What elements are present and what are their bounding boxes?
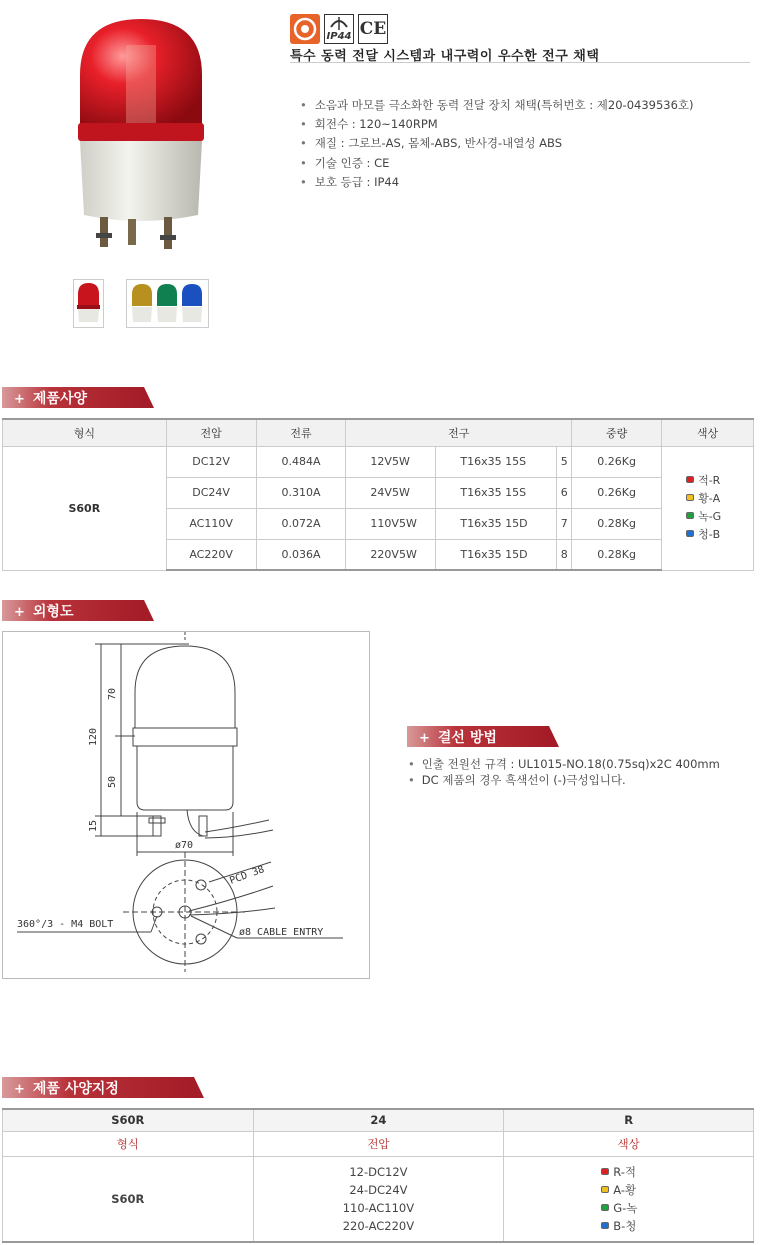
- dim-cable: ø8 CABLE ENTRY: [239, 927, 324, 938]
- voltage-cell: AC110V: [166, 508, 256, 539]
- feature-list: [300, 96, 694, 192]
- color-list: [662, 446, 754, 570]
- bulb-type-cell: T16x35 15D: [436, 539, 557, 570]
- current-cell: 0.072A: [256, 508, 346, 539]
- dim-120: 120: [88, 727, 99, 746]
- bulb-cell: 12V5W: [346, 446, 436, 477]
- code-voltage: 24: [253, 1109, 504, 1131]
- bulb-no-cell: 7: [557, 508, 572, 539]
- option-colors: [504, 1156, 754, 1242]
- code-model: S60R: [3, 1109, 254, 1131]
- section-title: 결선 방법: [437, 730, 497, 746]
- label-color: 색상: [504, 1131, 754, 1156]
- ce-label: CE: [359, 19, 387, 39]
- code-row: [3, 1109, 754, 1131]
- feature-item: • 소음과 마모를 극소화한 동력 전달 장치 채택(특허번호 : 제20-0439536호): [300, 96, 694, 115]
- plus-icon: +: [14, 605, 25, 620]
- dim-bolt: 360°/3 - M4 BOLT: [17, 919, 114, 930]
- wiring-item: • DC 제품의 경우 흑색선이 (-)극성입니다.: [408, 772, 720, 788]
- label-model: 형식: [3, 1131, 254, 1156]
- color-option-green: G-녹: [601, 1199, 753, 1217]
- header-weight: 중량: [572, 419, 662, 446]
- plus-icon: +: [419, 731, 430, 746]
- bulb-type-cell: T16x35 15S: [436, 477, 557, 508]
- wiring-list: [408, 756, 720, 788]
- red-swatch-icon: [601, 1168, 609, 1175]
- weight-cell: 0.26Kg: [572, 446, 662, 477]
- voltage-cell: DC12V: [166, 446, 256, 477]
- ip44-badge: [324, 14, 354, 44]
- section-header-order: [2, 1077, 204, 1098]
- label-row: [3, 1131, 754, 1156]
- weight-cell: 0.28Kg: [572, 539, 662, 570]
- thumbnail-red[interactable]: [73, 279, 104, 328]
- current-cell: 0.484A: [256, 446, 346, 477]
- feature-item: • 기술 인증 : CE: [300, 154, 694, 173]
- dim-50: 50: [107, 775, 118, 788]
- option-model: S60R: [3, 1156, 254, 1242]
- voltage-option: 12-DC12V: [349, 1164, 408, 1179]
- dim-phi70: ø70: [175, 840, 194, 851]
- dim-pcd: PCD 38: [228, 864, 266, 887]
- green-swatch-icon: [601, 1204, 609, 1211]
- amber-swatch-icon: [601, 1186, 609, 1193]
- color-item-green: 녹-G: [686, 508, 753, 526]
- feature-item: • 회전수 : 120~140RPM: [300, 115, 694, 134]
- voltage-option: 220-AC220V: [342, 1218, 415, 1233]
- dim-70: 70: [107, 687, 118, 700]
- section-title: 제품사양: [32, 391, 88, 407]
- voltage-option: 110-AC110V: [342, 1200, 415, 1215]
- color-option-amber: A-황: [601, 1181, 753, 1199]
- table-row: [3, 446, 754, 477]
- bulb-cell: 24V5W: [346, 477, 436, 508]
- dim-15: 15: [88, 819, 99, 832]
- header-color: 색상: [662, 419, 754, 446]
- header-bulb: 전구: [346, 419, 572, 446]
- blue-swatch-icon: [601, 1222, 609, 1229]
- wiring-item: • 인출 전원선 규격 : UL1015-NO.18(0.75sq)x2C 400mm: [408, 756, 720, 772]
- bulb-no-cell: 6: [557, 477, 572, 508]
- ce-mark: [358, 14, 388, 44]
- weight-cell: 0.26Kg: [572, 477, 662, 508]
- spec-table: [2, 418, 754, 571]
- section-header-wiring: [407, 726, 559, 747]
- bulb-type-cell: T16x35 15S: [436, 446, 557, 477]
- header-model: 형식: [3, 419, 167, 446]
- color-item-blue: 청-B: [686, 526, 753, 544]
- rotating-light-icon: [290, 14, 320, 44]
- weight-cell: 0.28Kg: [572, 508, 662, 539]
- bulb-no-cell: 5: [557, 446, 572, 477]
- label-voltage: 전압: [253, 1131, 504, 1156]
- color-item-red: 적-R: [686, 472, 753, 490]
- bulb-cell: 110V5W: [346, 508, 436, 539]
- thumbnail-color-variants[interactable]: [126, 279, 209, 328]
- bulb-no-cell: 8: [557, 539, 572, 570]
- section-title: 외형도: [32, 604, 74, 620]
- color-option-blue: B-청: [601, 1217, 753, 1235]
- header-current: 전류: [256, 419, 346, 446]
- dimension-drawing: [2, 631, 370, 979]
- green-swatch-icon: [686, 512, 694, 519]
- bulb-cell: 220V5W: [346, 539, 436, 570]
- feature-item: • 재질 : 그로브-AS, 몸체-ABS, 반사경-내열성 ABS: [300, 134, 694, 153]
- bulb-type-cell: T16x35 15D: [436, 508, 557, 539]
- voltage-cell: DC24V: [166, 477, 256, 508]
- color-item-amber: 황-A: [686, 490, 753, 508]
- voltage-cell: AC220V: [166, 539, 256, 570]
- blue-swatch-icon: [686, 530, 694, 537]
- option-voltages: [253, 1156, 504, 1242]
- section-title: 제품 사양지정: [32, 1081, 119, 1097]
- order-code-table: [2, 1108, 754, 1243]
- section-header-spec: [2, 387, 154, 408]
- product-image: [66, 5, 216, 267]
- section-header-dimensions: [2, 600, 154, 621]
- plus-icon: +: [14, 1082, 25, 1097]
- voltage-option: 24-DC24V: [349, 1182, 408, 1197]
- plus-icon: +: [14, 392, 25, 407]
- feature-item: • 보호 등급 : IP44: [300, 173, 694, 192]
- color-option-red: R-적: [601, 1163, 753, 1181]
- header-voltage: 전압: [166, 419, 256, 446]
- product-headline: 특수 동력 전달 시스템과 내구력이 우수한 전구 채택: [290, 49, 600, 64]
- current-cell: 0.036A: [256, 539, 346, 570]
- current-cell: 0.310A: [256, 477, 346, 508]
- amber-swatch-icon: [686, 494, 694, 501]
- model-cell: S60R: [3, 446, 167, 570]
- red-swatch-icon: [686, 476, 694, 483]
- options-row: [3, 1156, 754, 1242]
- code-color: R: [504, 1109, 754, 1131]
- divider: [290, 62, 750, 63]
- ip44-label: IP44: [326, 31, 352, 42]
